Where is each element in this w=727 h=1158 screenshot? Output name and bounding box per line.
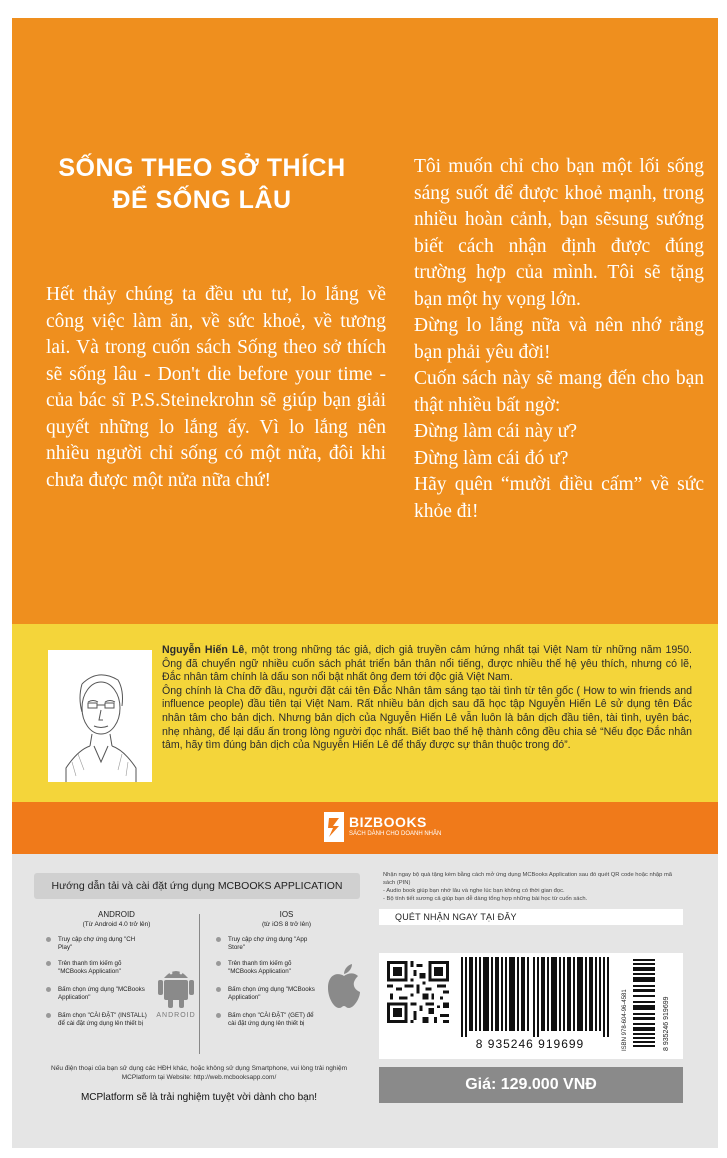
left-paragraph: Hết thảy chúng ta đều ưu tư, lo lắng về công việc làm ăn, về sức khoẻ, về tương lai. Và trong cuốn sách Sống theo sở thích sẽ sống lâu - Don't die before your time - của bác sĩ P.S.Steinekrohn sẽ giúp bạn giải quyết những lo lắng ấy. Vì lo lắng nên nhiều người chỉ sống có một nửa, đôi khi chưa được một nửa nữa chứ! bbox=[46, 284, 386, 491]
book-back-cover bbox=[12, 18, 718, 1148]
ios-step-2: Trên thanh tìm kiếm gõ "MCBooks Application" bbox=[228, 960, 318, 976]
gift-description bbox=[379, 871, 683, 903]
bizbooks-tagline: SÁCH DÀNH CHO DOANH NHÂN bbox=[349, 831, 442, 837]
ios-step-1: Truy cập chợ ứng dụng "App Store" bbox=[228, 936, 318, 952]
description-panel bbox=[12, 18, 718, 624]
column-divider bbox=[199, 914, 200, 1054]
author-name: Nguyễn Hiến Lê bbox=[162, 644, 245, 656]
app-guide-title: Hướng dẫn tải và cài đặt ứng dụng MCBOOKS APPLICATION bbox=[34, 873, 360, 899]
publisher-strip bbox=[12, 802, 718, 854]
android-heading: ANDROID bbox=[98, 910, 135, 919]
android-step-2: Trên thanh tìm kiếm gõ "MCBooks Application" bbox=[58, 960, 148, 976]
right-line-5: Đừng làm cái đó ư? bbox=[414, 447, 569, 469]
isbn-barcode-icon bbox=[633, 959, 655, 1047]
android-wordmark: ANDROID bbox=[156, 1012, 196, 1019]
author-bio-1: , một trong những tác giả, dịch giả truyền cảm hứng nhất tại Việt Nam từ những năm 1950. Ông đã chuyển ngữ nhiều cuốn sách phát triển bản thân nổi tiếng, được nhiều thế hệ yêu thích, nhưng có lẽ, Đắc nhân tâm chính là dấu son nổi bật nhất ông đem tới độc giả Việt Nam. bbox=[162, 644, 692, 684]
author-portrait bbox=[48, 650, 152, 782]
guide-note: Nếu điện thoại của bạn sử dụng các HĐH khác, hoặc không sử dụng Smartphone, vui lòng trải nghiệm MCPlatform tại Website: http://web.mcbooksapp.com/ bbox=[51, 1065, 347, 1081]
android-robot-icon bbox=[156, 962, 196, 1014]
right-paragraph-2: Đừng lo lắng nữa và nên nhớ rằng bạn phải yêu đời! bbox=[414, 315, 704, 363]
ios-requirement: (từ iOS 8 trở lên) bbox=[261, 921, 312, 928]
bizbooks-logo-icon bbox=[324, 812, 344, 842]
title-line-2: ĐỂ SỐNG LÂU bbox=[112, 186, 292, 214]
author-bio-2: Ông chính là Cha đỡ đầu, người đặt cái tên Đắc Nhân tâm sáng tạo tài tình từ tên gốc ( How to win friends and influence people) đầu tiên tại Việt Nam. Rất nhiều bản dịch sau đã học tập Nguyễn Hiến Lê sử dụng tên Đắc nhân tâm cho bản dịch. Nhưng bản dịch của Nguyễn Hiến Lê vẫn luôn là bản dịch đầu tiên, tài tình, uyên bác, nhẹ nhàng, để lại dấu ấn trong lòng người đọc nhất. Biết bao thế hệ thành công đều chia sẻ “Nếu đọc Đắc nhân tâm, hãy tìm đúng bản dịch của Nguyễn Hiến Lê để thấy được sự thân thuộc trong đó”. bbox=[162, 684, 692, 752]
gift-line-1: Nhận ngay bộ quà tặng kèm bằng cách mở ứng dụng MCBooks Application sau đó quét QR code hoặc nhập mã sách (PIN) bbox=[383, 872, 673, 886]
ios-heading: IOS bbox=[279, 910, 294, 919]
author-band bbox=[12, 624, 718, 802]
barcode-number-vertical bbox=[659, 959, 671, 1051]
apple-icon bbox=[324, 962, 364, 1010]
ios-step-3: Bấm chọn ứng dụng "MCBooks Application" bbox=[228, 986, 318, 1002]
android-step-3: Bấm chọn ứng dụng "MCBooks Application" bbox=[58, 986, 148, 1002]
android-column bbox=[34, 910, 199, 1027]
right-paragraph-3: Cuốn sách này sẽ mang đến cho bạn thật nhiều bất ngờ: bbox=[414, 368, 704, 416]
isbn-vertical-text bbox=[617, 959, 629, 1051]
barcode-number-vertical-label: 8 935246 919699 bbox=[663, 996, 670, 1051]
author-sketch-icon bbox=[48, 650, 152, 782]
barcode-number: 8 935246 919699 bbox=[475, 1037, 585, 1051]
isbn-vertical-label: ISBN 978-604-96-4581 bbox=[622, 989, 628, 1051]
purchase-info bbox=[379, 871, 683, 1093]
title-line-1: SỐNG THEO SỞ THÍCH bbox=[58, 154, 346, 182]
android-step-1: Truy cập chợ ứng dụng "CH Play" bbox=[58, 936, 148, 952]
barcode-box bbox=[379, 953, 683, 1059]
right-paragraph-1: Tôi muốn chỉ cho bạn một lối sống sáng suốt để được khoẻ mạnh, trong nhiều hoàn cảnh, bạn sẽsung sướng biết cách nhận định được đúng trường hợp của mình. Tôi sẽ tặng bạn một hy vọng lớn. bbox=[414, 156, 704, 310]
book-title bbox=[42, 152, 362, 216]
qr-code-icon bbox=[387, 961, 449, 1023]
android-requirement: (Từ Android 4.0 trở lên) bbox=[82, 921, 151, 928]
ios-column bbox=[204, 910, 369, 1027]
gift-line-2: - Audio book giúp bạn nhớ lâu và nghe lúc bạn không có thời gian đọc. bbox=[383, 888, 565, 894]
right-column bbox=[414, 154, 704, 525]
right-paragraph-6: Hãy quên “mười điều cấm” về sức khỏe đi! bbox=[414, 474, 704, 522]
ean-barcode-icon bbox=[461, 957, 609, 1037]
ios-step-4: Bấm chọn "CÀI ĐẶT" (GET) để cài đặt ứng dụng lên thiết bị bbox=[228, 1012, 318, 1028]
qr-scan-label: QUÉT NHẬN NGAY TẠI ĐÂY bbox=[379, 909, 683, 925]
gift-line-3: - Bộ tính tiết sương cả giúp bạn dễ dàng tổng hợp những bài học từ cuốn sách. bbox=[383, 896, 588, 902]
android-step-4: Bấm chọn "CÀI ĐẶT" (INSTALL) để cài đặt ứng dụng lên thiết bị bbox=[58, 1012, 147, 1027]
author-bio bbox=[162, 644, 692, 753]
price-tag: Giá: 129.000 VNĐ bbox=[379, 1067, 683, 1103]
right-line-4: Đừng làm cái này ư? bbox=[414, 421, 577, 442]
guide-footer: MCPlatform sẽ là trải nghiệm tuyệt vời dành cho bạn! bbox=[80, 1092, 318, 1103]
info-panel bbox=[12, 854, 718, 1148]
bizbooks-logo-text: BIZBOOKS bbox=[349, 814, 427, 830]
